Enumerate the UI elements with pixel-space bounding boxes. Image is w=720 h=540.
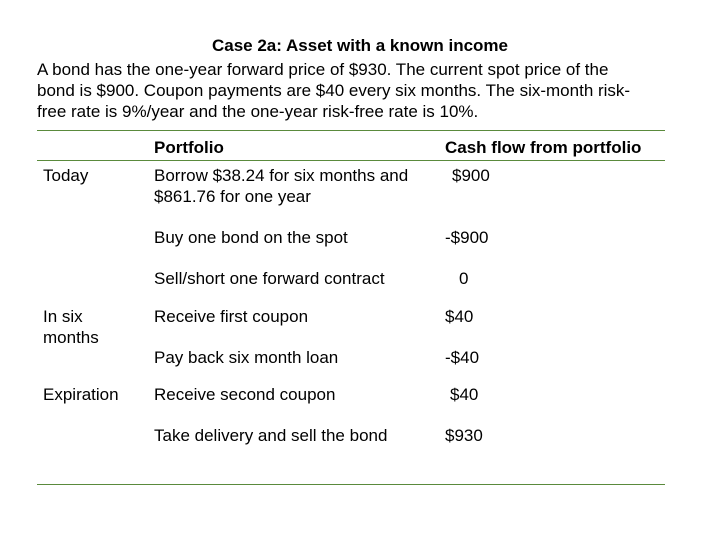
row-cash-flow: $900 — [452, 166, 490, 185]
slide-title: Case 2a: Asset with a known income — [211, 36, 508, 55]
row-cash-flow: $930 — [445, 426, 483, 445]
row-cash-flow: $40 — [445, 307, 474, 326]
header-portfolio: Portfolio — [154, 138, 224, 157]
row-cash-flow: -$900 — [445, 228, 489, 247]
header-cash-flow: Cash flow from portfolio — [445, 138, 642, 157]
intro-line: free rate is 9%/year and the one-year risk-free rate is 10%. — [37, 102, 479, 121]
row-portfolio-text: Borrow $38.24 for six months and — [154, 166, 409, 185]
table-top-rule — [37, 130, 665, 131]
row-portfolio-text: $861.76 for one year — [154, 187, 311, 206]
header-rule — [37, 160, 665, 161]
row-time-label: In six — [43, 307, 83, 326]
row-cash-flow: $40 — [450, 385, 479, 404]
intro-paragraph — [37, 59, 677, 122]
row-time-label: months — [43, 328, 99, 347]
row-cash-flow: -$40 — [445, 348, 480, 367]
row-portfolio-text: Buy one bond on the spot — [154, 228, 348, 247]
row-portfolio-text: Receive first coupon — [154, 307, 309, 326]
row-portfolio-text: Take delivery and sell the bond — [154, 426, 388, 445]
row-time-label: Today — [43, 166, 89, 185]
intro-line: A bond has the one-year forward price of $930. The current spot price of the — [37, 60, 609, 79]
intro-line: bond is $900. Coupon payments are $40 every six months. The six-month risk- — [37, 81, 631, 100]
row-portfolio-text: Pay back six month loan — [154, 348, 339, 367]
row-cash-flow: 0 — [459, 269, 469, 288]
row-portfolio-text: Sell/short one forward contract — [154, 269, 385, 288]
table-bottom-rule — [37, 484, 665, 485]
row-time-label: Expiration — [43, 385, 119, 404]
row-portfolio-text: Receive second coupon — [154, 385, 336, 404]
